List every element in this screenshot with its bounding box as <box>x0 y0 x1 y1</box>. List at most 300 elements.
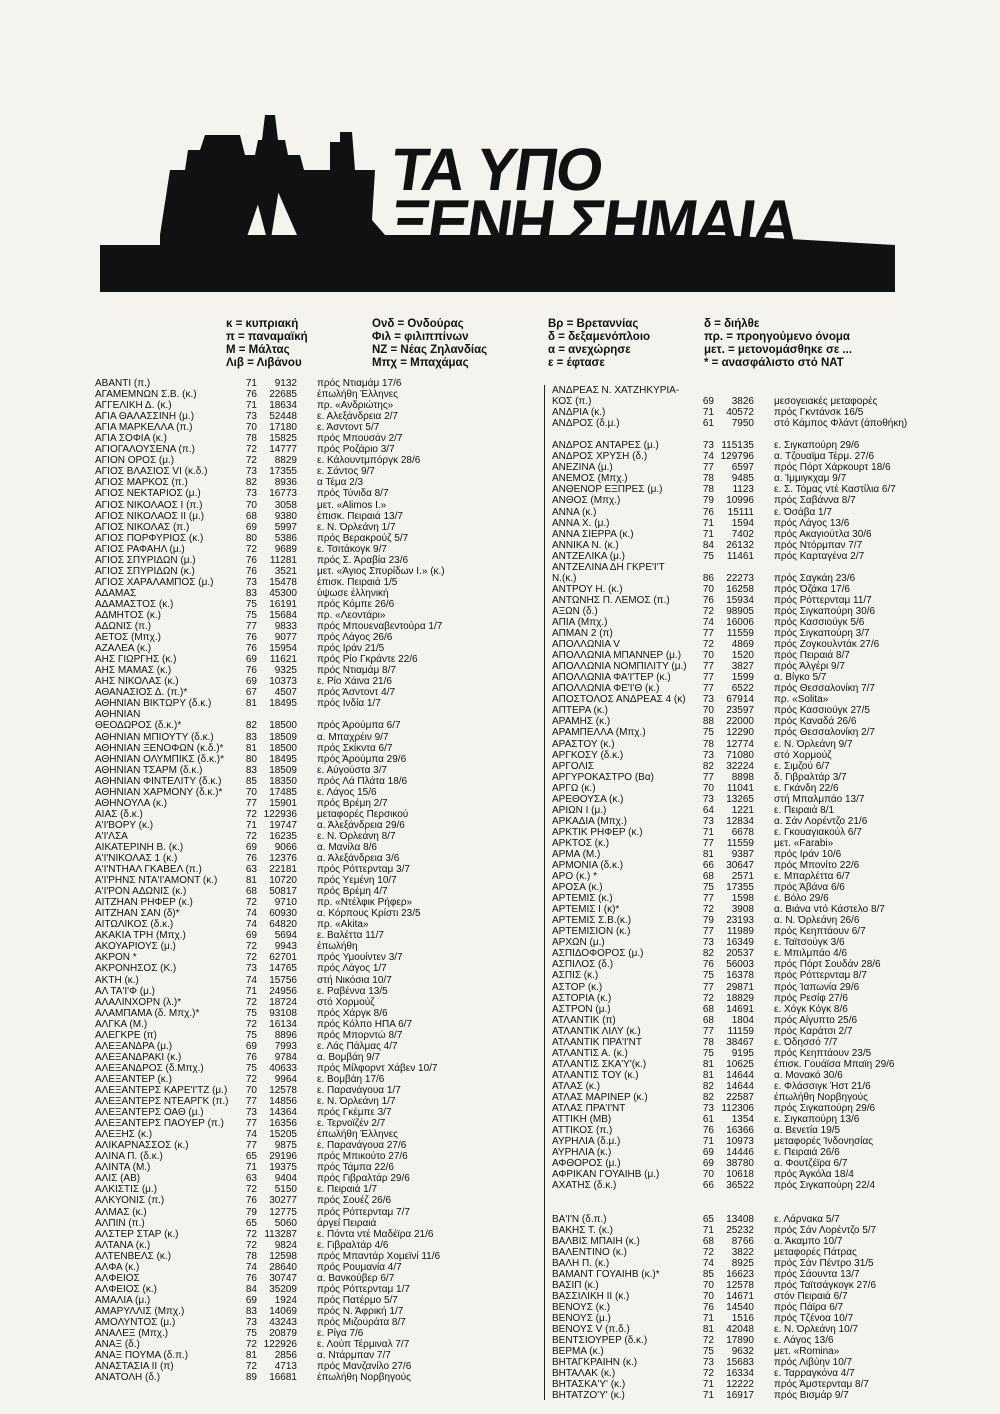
ship-status: ε. Λάγος 13/6 <box>774 1335 834 1347</box>
ship-name: ΒΑΛΒΙΣ ΜΠΑΙΗ (κ.) <box>552 1235 640 1247</box>
ship-row <box>552 959 914 970</box>
ship-row <box>95 1140 457 1151</box>
ship-name: ΑΛΦΕΙΟΣ <box>95 1272 140 1284</box>
build-year: 81 <box>702 1069 714 1081</box>
ship-row <box>95 422 457 433</box>
ship-status: ε. Ραβέννα 13/5 <box>317 985 388 997</box>
ship-row <box>95 765 457 776</box>
tonnage: 5150 <box>274 1184 297 1196</box>
build-year: 67 <box>245 687 257 699</box>
build-year: 77 <box>245 797 257 809</box>
tonnage: 10618 <box>726 1169 754 1181</box>
ship-status: ε. Παρανάγουα 1/7 <box>317 1085 401 1096</box>
ship-name: ΑΘΗΝΙΑΝ ΧΑΡΜΟΝΥ (δ.κ.)* <box>95 786 223 798</box>
ship-name: Α'Ι'ΝΙΚΟΛΑΣ 1 (κ.) <box>95 853 178 865</box>
ship-status: α. Τζουαϊμα Τέρμ. 27/6 <box>774 451 875 463</box>
ship-status: πρός Θεσσαλονίκη 2/7 <box>774 727 875 739</box>
ship-status: πρός Ντιαμάμ 17/6 <box>317 378 402 389</box>
ship-name: ΑΙΑΣ (δ.κ.) <box>95 808 143 820</box>
ship-status: ε. Πειραιά 8/1 <box>774 804 835 816</box>
ship-row <box>552 1390 914 1401</box>
tonnage: 18500 <box>269 720 297 732</box>
tonnage: 12775 <box>269 1206 297 1218</box>
ship-row <box>95 643 457 654</box>
tonnage: 9077 <box>274 632 297 644</box>
ship-name: ΑΠΟΛΛΩΝΙΑ V <box>552 639 620 651</box>
ship-row <box>95 577 457 588</box>
build-year: 72 <box>245 897 257 909</box>
build-year: 84 <box>702 539 714 551</box>
ship-name: ΑΓΙΟΣ ΧΑΡΑΛΑΜΠΟΣ (μ.) <box>95 576 214 588</box>
ship-row <box>95 919 457 930</box>
build-year: 66 <box>702 1180 714 1192</box>
tonnage: 9964 <box>274 1073 297 1085</box>
ship-status: πρός Τάμπα 22/6 <box>317 1162 394 1174</box>
build-year: 65 <box>702 1213 714 1225</box>
tonnage: 19375 <box>269 1162 297 1174</box>
tonnage: 2856 <box>274 1350 297 1362</box>
build-year: 76 <box>245 1272 257 1284</box>
build-year: 82 <box>245 477 257 489</box>
tonnage: 15684 <box>269 609 297 621</box>
build-year: 72 <box>245 1339 257 1351</box>
build-year: 69 <box>702 1158 714 1170</box>
ship-status: πρός Κεηπτάουν 6/7 <box>774 926 866 938</box>
ship-status: μετ. «Alimos I.» <box>317 499 387 511</box>
tonnage: 22273 <box>726 572 754 584</box>
ship-row <box>552 407 914 418</box>
ship-row <box>552 672 914 683</box>
ship-status: έπισκ. Πειραιά 1/5 <box>317 576 398 588</box>
ship-name: ΒΗΤΑΣΚΑ'Υ' (κ.) <box>552 1379 626 1391</box>
tonnage: 14069 <box>269 1305 297 1317</box>
ship-row <box>95 698 457 709</box>
ship-row <box>552 1136 914 1147</box>
ship-row <box>552 838 914 849</box>
ship-row <box>552 661 914 672</box>
ship-row <box>95 798 457 809</box>
ship-status: έπισκ. Πειραιά 13/7 <box>317 510 403 522</box>
ship-name: ΑΗΣ ΓΙΩΡΓΗΣ (κ.) <box>95 654 177 666</box>
ship-row <box>95 1052 457 1063</box>
ship-status: α. Μονακό 30/6 <box>774 1069 843 1081</box>
ship-row <box>552 1092 914 1103</box>
ship-status: πρός Ίαπωνία 29/6 <box>774 981 860 993</box>
tonnage: 8896 <box>274 1029 297 1041</box>
ship-name: ΑΛΙΣ (ΑΒ) <box>95 1173 141 1185</box>
ship-status: πρός Άγκόλα 18/4 <box>774 1169 854 1181</box>
ship-row <box>95 1372 457 1383</box>
ship-name: ΑΡΓΟΛΙΣ <box>552 760 595 772</box>
tonnage: 30277 <box>269 1195 297 1207</box>
legend-item: Μπχ = Μπαχάμας <box>372 357 469 369</box>
ship-name <box>552 1191 692 1202</box>
ship-status: πρός Γκντάνσκ 16/5 <box>774 407 864 419</box>
build-year: 73 <box>245 1316 257 1328</box>
ship-name: ΑΛ ΤΑ'Ι'Φ (μ.) <box>95 985 155 997</box>
ship-status: πρ. «Ανδριώτης» <box>317 400 394 412</box>
build-year: 77 <box>702 672 714 684</box>
tonnage: 11559 <box>726 628 754 640</box>
ship-name: ΑΛΕΓΚΡΕ (π) <box>95 1029 157 1041</box>
build-year: 76 <box>702 594 714 606</box>
ship-name: ΑΡΟΣΑ (κ.) <box>552 882 603 894</box>
ship-row <box>552 761 914 772</box>
build-year <box>692 385 714 396</box>
tonnage: 18634 <box>269 400 297 412</box>
ship-status: ε. Σιμζού 6/7 <box>774 760 830 772</box>
tonnage: 14856 <box>269 1096 297 1108</box>
ship-row <box>552 1280 914 1291</box>
ship-row <box>552 551 914 562</box>
ship-row <box>95 555 457 566</box>
ship-name: ΑΡΓΥΡΟΚΑΣΤΡΟ (Βα) <box>552 771 654 783</box>
ship-name: ΒΑΜΑΝΤ ΓΟΥΑΙΗΒ (κ.)* <box>552 1268 660 1280</box>
ship-name: ΑΤΤΙΚΗ (ΜΒ) <box>552 1114 612 1126</box>
tonnage: 16378 <box>726 970 754 982</box>
ship-name: ΑΛΑΛΙΝΧΟΡΝ (λ.)* <box>95 996 182 1008</box>
ship-name: Α'Ι'ΡΗΝΣ ΝΤΑ'Ι'ΑΜΟΝΤ (κ.) <box>95 875 218 887</box>
ship-status: στό Χορμούζ <box>774 749 832 761</box>
build-year: 71 <box>245 378 257 389</box>
ship-row <box>95 511 457 522</box>
ship-row <box>95 1184 457 1195</box>
tonnage: 10720 <box>269 875 297 887</box>
ship-status: α. Άκαμπο 10/7 <box>774 1235 843 1247</box>
ship-status: έπωλήθη <box>317 941 358 953</box>
ship-status: πρός Κεηπτάουν 23/5 <box>774 1047 872 1059</box>
build-year: 72 <box>702 904 714 916</box>
ship-name: ΑΠΤΕΡΑ (κ.) <box>552 705 608 717</box>
ship-status: πρός Λιβύην 10/7 <box>774 1357 853 1369</box>
ship-name: ΑΘΗΝΙΑΝ ΞΕΝΟΦΩΝ (κ.δ.)* <box>95 742 224 754</box>
ship-status: πρός Σαγκάη 23/6 <box>774 572 856 584</box>
ship-row <box>552 1125 914 1136</box>
ship-name: ΑΓΙΟΣ ΝΕΚΤΑΡΙΟΣ (μ.) <box>95 488 201 500</box>
tonnage: 18724 <box>269 996 297 1008</box>
build-year: 75 <box>245 1007 257 1019</box>
ship-status: πρός Ν. Άφρική 1/7 <box>317 1305 404 1317</box>
ship-status: πρός Σιγκαπούρη 30/6 <box>774 605 876 617</box>
tonnage: 1516 <box>731 1312 754 1324</box>
ship-status: ε. Ρίο Χάινα 21/6 <box>317 676 392 688</box>
ship-row <box>95 433 457 444</box>
tonnage <box>714 1202 774 1213</box>
build-year: 77 <box>245 621 257 633</box>
ship-name: ΑΛΕΞΑΝΔΡΟΣ (δ.Μπχ.) <box>95 1062 204 1074</box>
ship-status: α. Βιάνα ντό Κάστελο 8/7 <box>774 904 885 916</box>
ship-name: ΑΓΙΟΣ ΜΑΡΚΟΣ (π.) <box>95 477 188 489</box>
ship-name: ΑΛΕΞΑΝΤΕΡΣ ΝΤΕΑΡΓΚ (π.) <box>95 1096 229 1108</box>
ship-row <box>95 455 457 466</box>
ship-name: ΑΤΛΑΝΤΙΣ ΤΟΥ (κ.) <box>552 1069 639 1081</box>
ship-row <box>95 820 457 831</box>
tonnage: 5386 <box>274 532 297 544</box>
ship-name: ΑΝΔΡΟΣ ΑΝΤΑΡΕΣ (μ.) <box>552 440 659 452</box>
tonnage: 50817 <box>269 886 297 898</box>
ship-row <box>552 495 914 506</box>
build-year: 71 <box>702 528 714 540</box>
ship-name: ΑΡΚΤΙΚ ΡΗΦΕΡ (κ.) <box>552 826 643 838</box>
legend-column-2 <box>372 318 487 370</box>
ship-status: ε. Αλεξάνδρεια 2/7 <box>317 411 398 423</box>
build-year: 78 <box>245 433 257 445</box>
ship-name: ΑΘΑΝΑΣΙΟΣ Δ. (π.)* <box>95 687 188 699</box>
tonnage: 15683 <box>726 1357 754 1369</box>
tonnage: 14671 <box>726 1290 754 1302</box>
ship-name: ΒΑΣΙΠ (κ.) <box>552 1279 599 1291</box>
build-year: 83 <box>245 587 257 599</box>
tonnage: 22587 <box>726 1092 754 1103</box>
ship-status: ε. Ταϊτσούγκ 3/6 <box>774 937 845 949</box>
tonnage: 8898 <box>731 771 754 783</box>
tonnage: 1354 <box>731 1114 754 1126</box>
ship-row <box>95 963 457 974</box>
ship-status: μεταφορές Πάτρας <box>774 1246 857 1258</box>
ship-name: ΑΠΙΑ (Μπχ.) <box>552 616 608 628</box>
ship-name: ΑΝΝΑ (κ.) <box>552 506 597 518</box>
build-year: 71 <box>702 517 714 529</box>
ship-row <box>552 816 914 827</box>
ship-row <box>95 1306 457 1317</box>
tonnage: 8829 <box>274 455 297 467</box>
ship-row <box>95 1195 457 1206</box>
ship-status: ε. Γιβραλτάρ 4/6 <box>317 1239 389 1251</box>
tonnage: 93108 <box>269 1007 297 1019</box>
ship-status: α. Βενετία 19/5 <box>774 1125 841 1137</box>
ship-status: πρός Μίλφορντ Χάβεν 10/7 <box>317 1062 438 1074</box>
build-year: 76 <box>245 643 257 655</box>
ship-row <box>95 389 457 400</box>
ship-status: ε. Ν. Όρλεάνη 1/7 <box>317 1096 396 1108</box>
ship-row <box>95 1251 457 1262</box>
build-year: 79 <box>702 495 714 507</box>
build-year: 68 <box>702 1235 714 1247</box>
ship-list-right <box>552 385 914 1401</box>
ship-status: πρός Λά Πλάτα 18/6 <box>317 775 408 787</box>
ship-name: ΑΡΑΜΠΕΛΛΑ (Μπχ.) <box>552 727 646 739</box>
ship-name: ΑΤΛΑΝΤΙΣ Α. (κ.) <box>552 1047 628 1059</box>
ship-status: πρός Ρόττερνταμ 11/7 <box>774 594 872 606</box>
ship-status: ε. Σιγκαπούρη 29/6 <box>774 440 860 452</box>
ship-status: ε. Λάγος 15/6 <box>317 786 377 798</box>
ship-name: ΚΟΣ (π.) <box>552 396 592 408</box>
ship-row <box>95 1262 457 1273</box>
ship-name: ΑΠΟΛΛΩΝΙΑ ΦΕ'Ι'Θ (κ.) <box>552 683 660 695</box>
ship-name: ΘΕΟΔΩΡΟΣ (δ.κ.)* <box>95 720 182 732</box>
tonnage: 1599 <box>731 672 754 684</box>
ship-row <box>95 1361 457 1372</box>
tonnage: 9325 <box>274 665 297 677</box>
ship-name: ΑΞΩΝ (δ.) <box>552 605 598 617</box>
ship-row <box>95 621 457 632</box>
build-year: 78 <box>245 1250 257 1262</box>
tonnage: 9195 <box>731 1047 754 1059</box>
build-year: 75 <box>702 727 714 739</box>
tonnage: 16235 <box>269 830 297 842</box>
ship-name: ΑΘΗΝΙΑΝ ΜΠΙΟΥΤΥ (δ.κ.) <box>95 731 214 743</box>
ship-status: πρός Μανζανίλο 27/6 <box>317 1361 412 1373</box>
ship-row <box>95 1350 457 1361</box>
tonnage: 122936 <box>263 808 297 820</box>
build-year: 72 <box>245 941 257 953</box>
build-year: 69 <box>245 1294 257 1306</box>
ship-row <box>552 1059 914 1070</box>
tonnage: 98905 <box>726 605 754 617</box>
ship-row <box>552 1081 914 1092</box>
ship-row <box>95 709 457 720</box>
legend-column-1 <box>226 318 308 370</box>
ship-row <box>95 1240 457 1251</box>
ship-status: πρός Σάν Λορέντζο 5/7 <box>774 1224 877 1236</box>
ship-name: ΑΗΣ ΝΙΚΟΛΑΣ (κ.) <box>95 676 179 688</box>
tonnage: 12774 <box>726 738 754 750</box>
ship-name: ΑΓΙΟΣ ΒΛΑΣΙΟΣ VI (κ.δ.) <box>95 466 208 478</box>
tonnage: 17355 <box>726 882 754 894</box>
ship-status: α. Μπαχρέιν 9/7 <box>317 731 389 743</box>
ship-row <box>95 952 457 963</box>
ship-row <box>95 522 457 533</box>
ship-row <box>552 1147 914 1158</box>
ship-row <box>552 540 914 551</box>
legend-item: Φιλ = φιλιππίνων <box>372 331 469 343</box>
legend-column-3 <box>548 318 650 370</box>
tonnage: 17890 <box>726 1335 754 1347</box>
build-year: 65 <box>245 1151 257 1163</box>
ship-name: ΑΓΑΜΕΜΝΩΝ Σ.Β. (κ.) <box>95 389 197 401</box>
ship-row <box>95 1030 457 1041</box>
ship-name: Α'Ι'ΛΣΑ <box>95 830 128 842</box>
ship-status: στή Μπαλμπάο 13/7 <box>774 793 865 805</box>
tonnage: 16258 <box>726 583 754 595</box>
build-year: 73 <box>702 793 714 805</box>
ship-status: ε. Ταρραγκόνα 4/7 <box>774 1368 855 1380</box>
ship-name: ΑΗΣ ΜΑΜΑΣ (κ.) <box>95 665 172 677</box>
ship-name: ΑΓΙΟΣ ΣΠΥΡΙΔΩΝ (κ.) <box>95 565 195 577</box>
ship-row <box>552 628 914 639</box>
ship-status: πρός Σάουντα 13/7 <box>774 1268 860 1280</box>
tonnage: 23597 <box>726 705 754 717</box>
ship-status: πρός Καράτσι 2/7 <box>774 1025 853 1037</box>
tonnage: 9066 <box>274 841 297 853</box>
ship-row <box>95 809 457 820</box>
tonnage: 16134 <box>269 1018 297 1030</box>
ship-name: ΑΜΟΛΥΝΤΟΣ (μ.) <box>95 1316 176 1328</box>
ship-status: ε. Ν. Όρλεάνη 8/7 <box>317 830 396 842</box>
build-year: 75 <box>245 1062 257 1074</box>
tonnage: 13408 <box>726 1213 754 1225</box>
ship-name: Α'Ι'ΝΤΗΑΛ ΓΚΑΒΕΛ (π.) <box>95 864 202 876</box>
tonnage: 23193 <box>726 915 754 927</box>
ship-status: πρός Μπικούτο 27/6 <box>317 1151 408 1163</box>
ship-row <box>552 1114 914 1125</box>
ship-row <box>95 1074 457 1085</box>
ship-name: ΑΛΕΞΑΝΤΕΡΣ ΠΑΟΥΕΡ (π.) <box>95 1118 224 1130</box>
ship-status: ε. Λούπ Τέρμιναλ 7/7 <box>317 1339 410 1351</box>
ship-status: πρός Υεμένη 10/7 <box>317 875 397 887</box>
ship-name: ΑΡΟ (κ.) * <box>552 871 598 883</box>
build-year: 74 <box>245 908 257 920</box>
ship-name: ΑΔΑΜΑΣΤΟΣ (κ.) <box>95 598 174 610</box>
ship-status: ε. Ρίγα 7/6 <box>317 1328 364 1340</box>
ship-row <box>552 1070 914 1081</box>
tonnage: 62701 <box>269 952 297 964</box>
build-year: 77 <box>702 893 714 905</box>
tonnage: 35209 <box>269 1283 297 1295</box>
build-year: 74 <box>702 616 714 628</box>
build-year: 71 <box>702 407 714 419</box>
build-year: 76 <box>245 1195 257 1207</box>
ship-status: ε. Λάρνακα 5/7 <box>774 1213 840 1225</box>
ship-status: πρός Μπαντάρ Χομεϊνί 11/6 <box>317 1250 441 1262</box>
ship-status: α. Βανκούβερ 6/7 <box>317 1272 395 1284</box>
ship-name: ΒΑΣΣΙΛΙΚΗ ΙΙ (κ.) <box>552 1290 630 1302</box>
legend-item: Μ = Μάλτας <box>226 344 290 356</box>
tonnage <box>714 562 774 573</box>
ship-row <box>552 1015 914 1026</box>
build-year: 81 <box>702 848 714 860</box>
ship-row <box>552 982 914 993</box>
ship-status: πρός Ζογκουλντάκ 27/6 <box>774 639 880 651</box>
ship-status: πρός Μιζουράτα 8/7 <box>317 1316 406 1328</box>
build-year: 78 <box>702 473 714 485</box>
ship-status: δ. Γιβραλτάρ 3/7 <box>774 771 847 783</box>
ship-status: πρός Ιράν 21/5 <box>317 643 385 655</box>
ship-status: πρός Τύνιδα 8/7 <box>317 488 389 500</box>
build-year: 63 <box>245 1173 257 1185</box>
build-year: 77 <box>702 462 714 474</box>
ship-status: πρός Άσντοντ 4/7 <box>317 687 396 699</box>
build-year: 70 <box>245 422 257 434</box>
ship-name: ΑΡΙΩΝ Ι (μ.) <box>552 804 607 816</box>
ship-row <box>95 1085 457 1096</box>
build-year: 86 <box>702 572 714 584</box>
tonnage <box>714 1191 774 1202</box>
build-year: 72 <box>245 952 257 964</box>
ship-status: α Τέμα 2/3 <box>317 477 364 489</box>
ship-status: πρός Ρίο Γκράντε 22/6 <box>317 654 418 666</box>
tonnage: 20879 <box>269 1328 297 1340</box>
build-year: 70 <box>702 1279 714 1291</box>
ship-status: ε. Φλάσσιγκ Ήστ 21/6 <box>774 1080 871 1092</box>
ship-name: ΑΣΤΡΟΝ (μ.) <box>552 1003 611 1015</box>
tonnage: 9710 <box>274 897 297 909</box>
ship-row <box>95 1151 457 1162</box>
build-year: 74 <box>702 1257 714 1269</box>
ship-row <box>95 1218 457 1229</box>
tonnage: 30747 <box>269 1272 297 1284</box>
ship-row <box>95 1162 457 1173</box>
ship-name: ΑΥΡΗΛΙΑ (δ.μ.) <box>552 1136 621 1148</box>
ship-row <box>95 720 457 731</box>
ship-name: ΑΘΗΝΟΥΛΑ (κ.) <box>95 797 168 809</box>
ship-status: πρός Ακαγιούτλα 30/6 <box>774 528 872 540</box>
ship-status: πρός Κόμπε 26/6 <box>317 598 395 610</box>
build-year: 83 <box>245 731 257 743</box>
ship-name: ΑΓΙΑ ΜΑΡΚΕΛΛΑ (π.) <box>95 422 193 434</box>
build-year: 72 <box>702 639 714 651</box>
build-year: 84 <box>245 1283 257 1295</box>
ship-name <box>552 429 692 440</box>
build-year: 72 <box>702 605 714 617</box>
ship-status: α. Άλεξάνδρεια 3/6 <box>317 853 400 865</box>
ship-name: ΑΕΤΟΣ (Μπχ.) <box>95 632 161 644</box>
ship-status: πρός Γιβραλτάρ 29/6 <box>317 1173 410 1185</box>
ship-name: ΑΛΙΝΤΑ (Μ.) <box>95 1162 151 1174</box>
legend-item: Ονδ = Ονδούρας <box>372 318 464 330</box>
tonnage: 9485 <box>731 473 754 485</box>
ship-status: πρ. «Λεοντάρι» <box>317 609 386 621</box>
